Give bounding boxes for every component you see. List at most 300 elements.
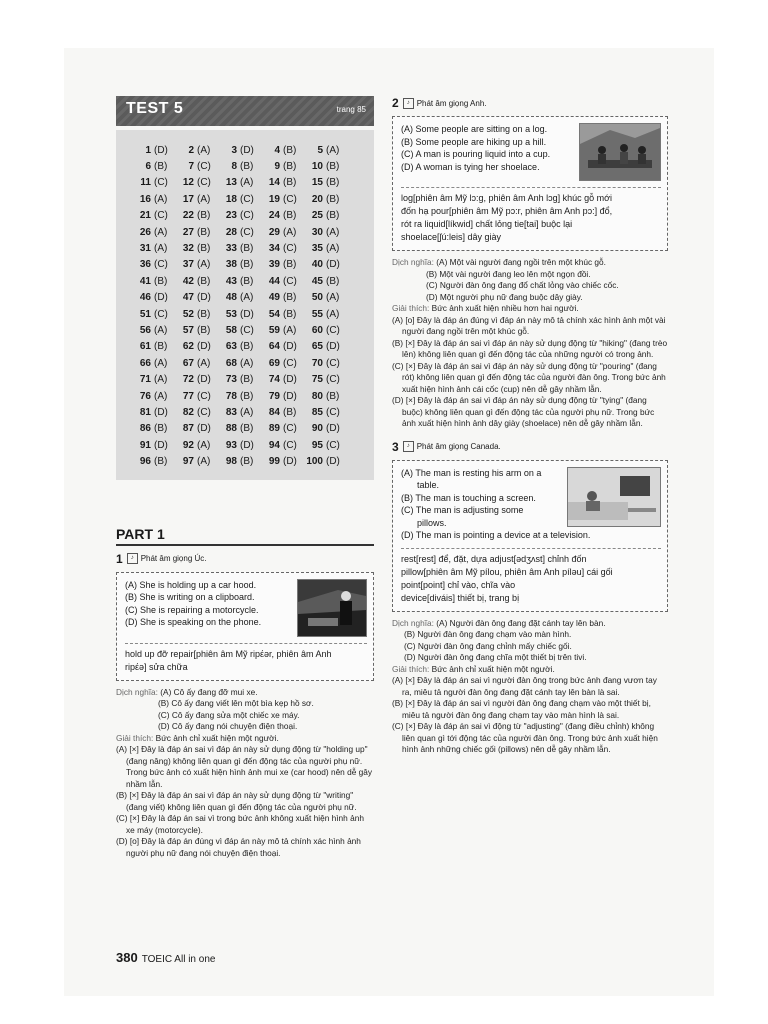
answer-number: 96 [139, 456, 151, 468]
answer-cell [132, 309, 175, 320]
answer-letter: (D) [240, 144, 254, 156]
answer-letter: (D) [283, 456, 297, 468]
answer-number: 83 [225, 406, 237, 418]
answer-cell [132, 194, 175, 205]
answer-cell [132, 440, 175, 451]
answer-letter: (B) [154, 456, 168, 468]
option: (B) Some people are hiking up a hill. [401, 136, 547, 147]
answer-number: 43 [225, 275, 237, 287]
answer-letter: (B) [240, 243, 254, 255]
answer-row [132, 339, 364, 355]
explain-item: (D) [o] Đây là đáp án đúng vì đáp án này mô tả chính xác hình ảnh người phụ nữ đang nói chuyện điện thoại. [116, 836, 361, 858]
answer-number: 94 [268, 439, 280, 451]
answer-cell [218, 440, 261, 451]
answer-cell [132, 259, 175, 270]
answer-number: 70 [311, 357, 323, 369]
answer-number: 32 [182, 243, 194, 255]
option: (A) She is holding up a car hood. [125, 579, 257, 590]
answer-number: 28 [225, 226, 237, 238]
answer-number: 77 [182, 390, 194, 402]
answer-letter: (C) [197, 406, 211, 418]
answer-number: 23 [225, 210, 237, 222]
answer-letter: (B) [283, 406, 297, 418]
answer-number: 74 [268, 374, 280, 386]
translation-label: Dịch nghĩa: [392, 257, 434, 267]
option: (C) A man is pouring liquid into a cup. [401, 149, 551, 159]
translation-label: Dịch nghĩa: [392, 617, 434, 628]
answer-cell [218, 161, 261, 172]
answer-cell [261, 358, 304, 369]
explain-label: Giải thích: [392, 663, 430, 674]
answer-cell [218, 391, 261, 402]
left-column [116, 96, 374, 859]
answer-row [132, 404, 364, 420]
answer-cell [304, 358, 347, 369]
answer-letter: (B) [283, 259, 297, 271]
answer-letter: (B) [197, 275, 211, 287]
answer-cell [304, 276, 347, 287]
answer-letter: (C) [326, 374, 340, 386]
answer-cell [132, 210, 175, 221]
answer-letter: (D) [240, 308, 254, 320]
answer-letter: (A) [240, 292, 254, 304]
answer-number: 17 [182, 193, 194, 205]
translation-line: (D) Cô ấy đang nói chuyện điện thoại. [158, 721, 298, 732]
answer-number: 48 [225, 292, 237, 304]
answer-row [132, 322, 364, 338]
answer-letter: (B) [154, 161, 168, 173]
answer-cell [304, 227, 347, 238]
answer-letter: (B) [197, 308, 211, 320]
answer-letter: (D) [326, 259, 340, 271]
answer-number: 1 [145, 144, 151, 156]
translation-line: (A) Cô ấy đang đỡ mui xe. [160, 686, 258, 697]
answer-cell [132, 292, 175, 303]
answer-letter: (A) [154, 357, 168, 369]
answer-number: 30 [311, 226, 323, 238]
answer-cell [132, 341, 175, 352]
answer-letter: (D) [154, 439, 168, 451]
answer-number: 87 [182, 423, 194, 435]
answer-number: 59 [268, 324, 280, 336]
answer-cell [261, 177, 304, 188]
answer-number: 54 [268, 308, 280, 320]
answer-number: 89 [268, 423, 280, 435]
answer-number: 6 [145, 161, 151, 173]
answer-number: 26 [139, 226, 151, 238]
answer-number: 10 [311, 161, 323, 173]
option: table. [417, 480, 440, 490]
answer-row [132, 306, 364, 322]
answer-cell [304, 161, 347, 172]
answer-letter: (B) [240, 456, 254, 468]
answer-number: 66 [139, 357, 151, 369]
answer-cell [218, 259, 261, 270]
answer-number: 90 [311, 423, 323, 435]
answer-cell [132, 145, 175, 156]
answer-letter: (D) [154, 406, 168, 418]
explain-intro: Bức ảnh chỉ xuất hiện một người. [155, 732, 279, 743]
page-footer [116, 950, 215, 965]
answer-number: 49 [268, 292, 280, 304]
answer-letter: (A) [197, 144, 211, 156]
question-2-box [392, 116, 668, 251]
answer-number: 21 [139, 210, 151, 222]
question-3-box [392, 460, 668, 612]
option: pillows. [417, 517, 447, 528]
answer-number: 20 [311, 193, 323, 205]
question-3-header [392, 440, 668, 454]
answer-number: 50 [311, 292, 323, 304]
answer-cell [261, 276, 304, 287]
answer-row [132, 175, 364, 191]
answer-letter: (A) [154, 324, 168, 336]
answer-row [132, 142, 364, 158]
answer-number: 11 [140, 177, 151, 189]
answer-cell [132, 276, 175, 287]
answer-cell [175, 358, 218, 369]
answer-cell [261, 243, 304, 254]
accent-note: Phát âm giọng Úc. [140, 554, 207, 564]
answer-letter: (B) [240, 161, 254, 173]
answer-cell [304, 210, 347, 221]
test-page-ref: trang 85 [336, 105, 366, 114]
answer-cell [304, 243, 347, 254]
answer-letter: (D) [197, 374, 211, 386]
answer-cell [218, 227, 261, 238]
answer-cell [304, 325, 347, 336]
answer-letter: (D) [326, 341, 340, 353]
answer-number: 12 [182, 177, 194, 189]
question-number: 1 [116, 551, 123, 566]
answer-number: 76 [139, 390, 151, 402]
answer-number: 80 [311, 390, 323, 402]
part-title: PART 1 [116, 526, 374, 546]
answer-cell [304, 341, 347, 352]
answer-number: 98 [225, 456, 237, 468]
answer-letter: (A) [154, 243, 168, 255]
question-1-header [116, 552, 374, 566]
answer-cell [175, 309, 218, 320]
answer-number: 55 [311, 308, 323, 320]
answer-letter: (A) [154, 390, 168, 402]
vocab-line: hold up đỡ repair[phiên âm Mỹ ripέər, phiên âm Anh [125, 648, 332, 659]
explain-item: (A) [×] Đây là đáp án sai vì đáp án này sử dụng động từ "holding up" (đang nâng) không liên quan gì đến động tác của người phụ nữ. Trong bức ảnh có xuất hiện hình ảnh mui xe (car hood) nên dễ gây nhầm lẫn. [116, 744, 373, 789]
answer-letter: (C) [283, 243, 297, 255]
answer-row [132, 240, 364, 256]
answer-letter: (C) [240, 210, 254, 222]
answer-letter: (D) [283, 390, 297, 402]
answer-letter: (C) [326, 439, 340, 451]
answer-cell [218, 423, 261, 434]
answer-cell [175, 161, 218, 172]
answer-cell [218, 456, 261, 467]
answer-number: 67 [182, 357, 194, 369]
translation-line: (B) Người đàn ông đang chạm vào màn hình. [404, 629, 572, 639]
answer-number: 16 [139, 193, 151, 205]
vocab-line: rót ra liquid[líkwid] chất lỏng tie[tai] buộc lại [401, 219, 573, 229]
answer-letter: (A) [326, 292, 340, 304]
explain-item: (B) [×] Đây là đáp án sai vì đáp án này sử dụng động từ "writing" (đang viết) không liên quan gì đến động tác của người phụ nữ. [116, 790, 357, 812]
vocab-line: log[phiên âm Mỹ lɔ:g, phiên âm Anh lɔg] khúc gỗ mới [401, 193, 613, 203]
answer-letter: (B) [240, 374, 254, 386]
answer-number: 33 [225, 243, 237, 255]
answer-cell [261, 374, 304, 385]
accent-note: Phát âm giọng Anh. [416, 98, 487, 108]
answer-cell [175, 145, 218, 156]
answer-letter: (D) [283, 374, 297, 386]
answer-cell [218, 276, 261, 287]
answer-cell [261, 423, 304, 434]
answer-cell [132, 243, 175, 254]
answer-number: 56 [139, 324, 151, 336]
explain-label: Giải thích: [116, 732, 154, 743]
answer-letter: (C) [283, 193, 297, 205]
answer-letter: (C) [326, 357, 340, 369]
vocab-line: point[point] chỉ vào, chĩa vào [401, 579, 516, 590]
answer-row [132, 191, 364, 207]
answer-cell [175, 341, 218, 352]
answer-cell [132, 325, 175, 336]
explain-item: (D) [×] Đây là đáp án sai vì đáp án này sử dụng động từ "tying" (đang buộc) không liên quan gì đến động tác của người phụ nữ. Trong bức ảnh xuất hiện hình ảnh dây giày (shoelace) nên dễ gây nhầm lẫn. [392, 395, 655, 428]
answer-letter: (D) [197, 341, 211, 353]
explain-intro: Bức ảnh xuất hiện nhiều hơn hai người. [431, 303, 579, 313]
audio-icon: ♪ [127, 553, 138, 564]
answer-letter: (A) [326, 308, 340, 320]
translation-line: (C) Cô ấy đang sửa một chiếc xe máy. [158, 709, 300, 720]
answer-cell [261, 259, 304, 270]
answer-letter: (A) [154, 374, 168, 386]
answer-row [132, 388, 364, 404]
answer-number: 62 [182, 341, 194, 353]
vocab [401, 187, 661, 244]
book-title: TOEIC All in one [141, 954, 216, 965]
translation-line: (D) Người đàn ông đang chĩa một thiết bị trên tivi. [404, 652, 587, 662]
option: (D) A woman is tying her shoelace. [401, 161, 540, 172]
answer-number: 22 [182, 210, 194, 222]
option: (D) The man is pointing a device at a television. [401, 530, 591, 540]
answer-row [132, 158, 364, 174]
translation-line: (A) Một vài người đang ngồi trên một khúc gỗ. [436, 257, 606, 267]
answer-number: 41 [139, 275, 151, 287]
answer-letter: (B) [154, 423, 168, 435]
translation-line: (C) Người đàn ông đang chỉnh mấy chiếc gối. [404, 640, 572, 651]
answer-letter: (B) [326, 275, 340, 287]
answer-cell [175, 456, 218, 467]
answer-number: 31 [139, 243, 151, 255]
answer-letter: (A) [326, 226, 340, 238]
vocab [125, 643, 367, 674]
answer-letter: (A) [283, 226, 297, 238]
answer-letter: (B) [283, 144, 297, 156]
answer-number: 45 [311, 275, 323, 287]
answer-cell [175, 374, 218, 385]
explain-item: (A) [×] Đây là đáp án sai vì người đàn ông trong bức ảnh đang vươn tay ra, miêu tả người đàn ông đang đặt cánh tay lên bàn là sai. [392, 675, 657, 697]
translation-line: (B) Một vài người đang leo lên một ngọn đồi. [426, 268, 591, 279]
answer-cell [175, 194, 218, 205]
answer-number: 58 [225, 324, 237, 336]
answer-cell [218, 358, 261, 369]
answer-letter: (C) [154, 259, 168, 271]
right-column [392, 96, 668, 756]
translation-line: (D) Một người phụ nữ đang buộc dây giày. [426, 291, 583, 302]
answer-cell [175, 440, 218, 451]
answer-letter: (B) [240, 390, 254, 402]
answer-number: 35 [311, 243, 323, 255]
answer-row [132, 290, 364, 306]
vocab-line: đốn hạ pour[phiên âm Mỹ pɔ:r, phiên âm Anh pɔ:] đổ, [401, 206, 613, 216]
answer-number: 46 [139, 292, 151, 304]
answer-cell [175, 259, 218, 270]
answer-cell [175, 177, 218, 188]
answer-number: 100 [306, 456, 323, 468]
answer-cell [261, 407, 304, 418]
answer-cell [175, 210, 218, 221]
answer-number: 69 [268, 357, 280, 369]
option: (C) The man is adjusting some [401, 505, 524, 515]
answer-row [132, 208, 364, 224]
question-number: 2 [392, 96, 399, 110]
answer-letter: (B) [326, 390, 340, 402]
answer-letter: (B) [240, 341, 254, 353]
question-3-explanation [392, 618, 668, 756]
answer-cell [261, 161, 304, 172]
answer-cell [261, 194, 304, 205]
answer-number: 92 [182, 439, 194, 451]
answer-letter: (B) [240, 259, 254, 271]
answer-letter: (C) [283, 439, 297, 451]
question-2-header [392, 96, 668, 110]
answer-row [132, 437, 364, 453]
answer-letter: (C) [283, 275, 297, 287]
answer-cell [218, 292, 261, 303]
answer-cell [304, 391, 347, 402]
answer-letter: (B) [283, 161, 297, 173]
options [125, 579, 261, 637]
answer-cell [304, 456, 347, 467]
option: (A) The man is resting his arm on a [401, 467, 542, 478]
answer-cell [175, 407, 218, 418]
answer-number: 72 [182, 374, 194, 386]
accent-note: Phát âm giọng Canada. [416, 442, 501, 451]
answer-number: 13 [225, 177, 237, 189]
answer-cell [218, 374, 261, 385]
answer-letter: (B) [197, 226, 211, 238]
answer-cell [261, 440, 304, 451]
test-title: TEST 5 [126, 100, 184, 117]
answer-number: 39 [268, 259, 280, 271]
answer-cell [304, 292, 347, 303]
vocab-line: ripέə] sửa chữa [125, 661, 188, 672]
answer-cell [175, 391, 218, 402]
answer-key-grid [116, 130, 374, 480]
answer-cell [261, 145, 304, 156]
answer-letter: (D) [154, 144, 168, 156]
answer-cell [175, 325, 218, 336]
answer-number: 38 [225, 259, 237, 271]
answer-cell [132, 456, 175, 467]
answer-letter: (B) [197, 243, 211, 255]
answer-letter: (B) [197, 210, 211, 222]
answer-number: 71 [139, 374, 151, 386]
answer-letter: (D) [197, 423, 211, 435]
answer-row [132, 355, 364, 371]
answer-letter: (C) [240, 226, 254, 238]
vocab-line: shoelace[ʃú:leis] dây giày [401, 232, 502, 242]
answer-cell [261, 210, 304, 221]
answer-number: 9 [274, 161, 280, 173]
option: (A) Some people are sitting on a log. [401, 124, 548, 134]
answer-number: 44 [268, 275, 280, 287]
answer-number: 61 [139, 341, 151, 353]
answer-number: 15 [311, 177, 323, 189]
question-number: 3 [392, 439, 399, 454]
answer-number: 82 [182, 406, 194, 418]
answer-number: 75 [311, 374, 323, 386]
answer-cell [304, 194, 347, 205]
answer-cell [132, 177, 175, 188]
answer-cell [132, 423, 175, 434]
translation-line: (C) Người đàn ông đang đổ chất lỏng vào chiếc cốc. [426, 280, 619, 290]
answer-cell [261, 227, 304, 238]
vocab-line: rest[rest] để, đặt, dựa adjust[ədʒʌst] chỉnh đốn [401, 553, 587, 564]
answer-letter: (C) [154, 308, 168, 320]
answer-number: 68 [225, 357, 237, 369]
answer-letter: (B) [154, 275, 168, 287]
question-1-box [116, 572, 374, 681]
answer-cell [218, 194, 261, 205]
explain-item: (C) [×] Đây là đáp án sai vì động từ "adjusting" (đang điều chỉnh) không liên quan gì tới động tác của người đàn ông. Trong bức ảnh xuất hiện hình ảnh những chiếc gối (pillows) nên dễ gây nhầm lẫn. [392, 721, 658, 754]
answer-number: 53 [225, 308, 237, 320]
answer-number: 25 [311, 210, 323, 222]
answer-row [132, 224, 364, 240]
answer-cell [261, 456, 304, 467]
question-2-explanation [392, 257, 668, 430]
translation-line: (A) Người đàn ông đang đặt cánh tay lên bàn. [436, 617, 606, 628]
answer-number: 79 [268, 390, 280, 402]
answer-letter: (C) [197, 177, 211, 189]
answer-letter: (C) [240, 193, 254, 205]
answer-number: 18 [225, 193, 237, 205]
answer-cell [261, 309, 304, 320]
answer-number: 47 [182, 292, 194, 304]
answer-cell [218, 309, 261, 320]
options [401, 467, 541, 530]
answer-letter: (C) [154, 210, 168, 222]
answer-letter: (B) [154, 341, 168, 353]
test-header [116, 96, 374, 126]
answer-cell [261, 325, 304, 336]
answer-cell [218, 325, 261, 336]
answer-letter: (B) [283, 177, 297, 189]
answer-number: 27 [182, 226, 194, 238]
answer-letter: (A) [283, 324, 297, 336]
answer-number: 4 [274, 144, 280, 156]
answer-letter: (C) [283, 357, 297, 369]
answer-letter: (A) [240, 406, 254, 418]
options [401, 123, 550, 181]
answer-letter: (B) [326, 161, 340, 173]
answer-cell [218, 210, 261, 221]
answer-letter: (C) [326, 406, 340, 418]
answer-number: 97 [182, 456, 194, 468]
answer-number: 84 [268, 406, 280, 418]
living-room-photo [567, 467, 661, 527]
answer-number: 8 [231, 161, 237, 173]
answer-cell [132, 374, 175, 385]
answer-row [132, 273, 364, 289]
answer-number: 7 [188, 161, 194, 173]
